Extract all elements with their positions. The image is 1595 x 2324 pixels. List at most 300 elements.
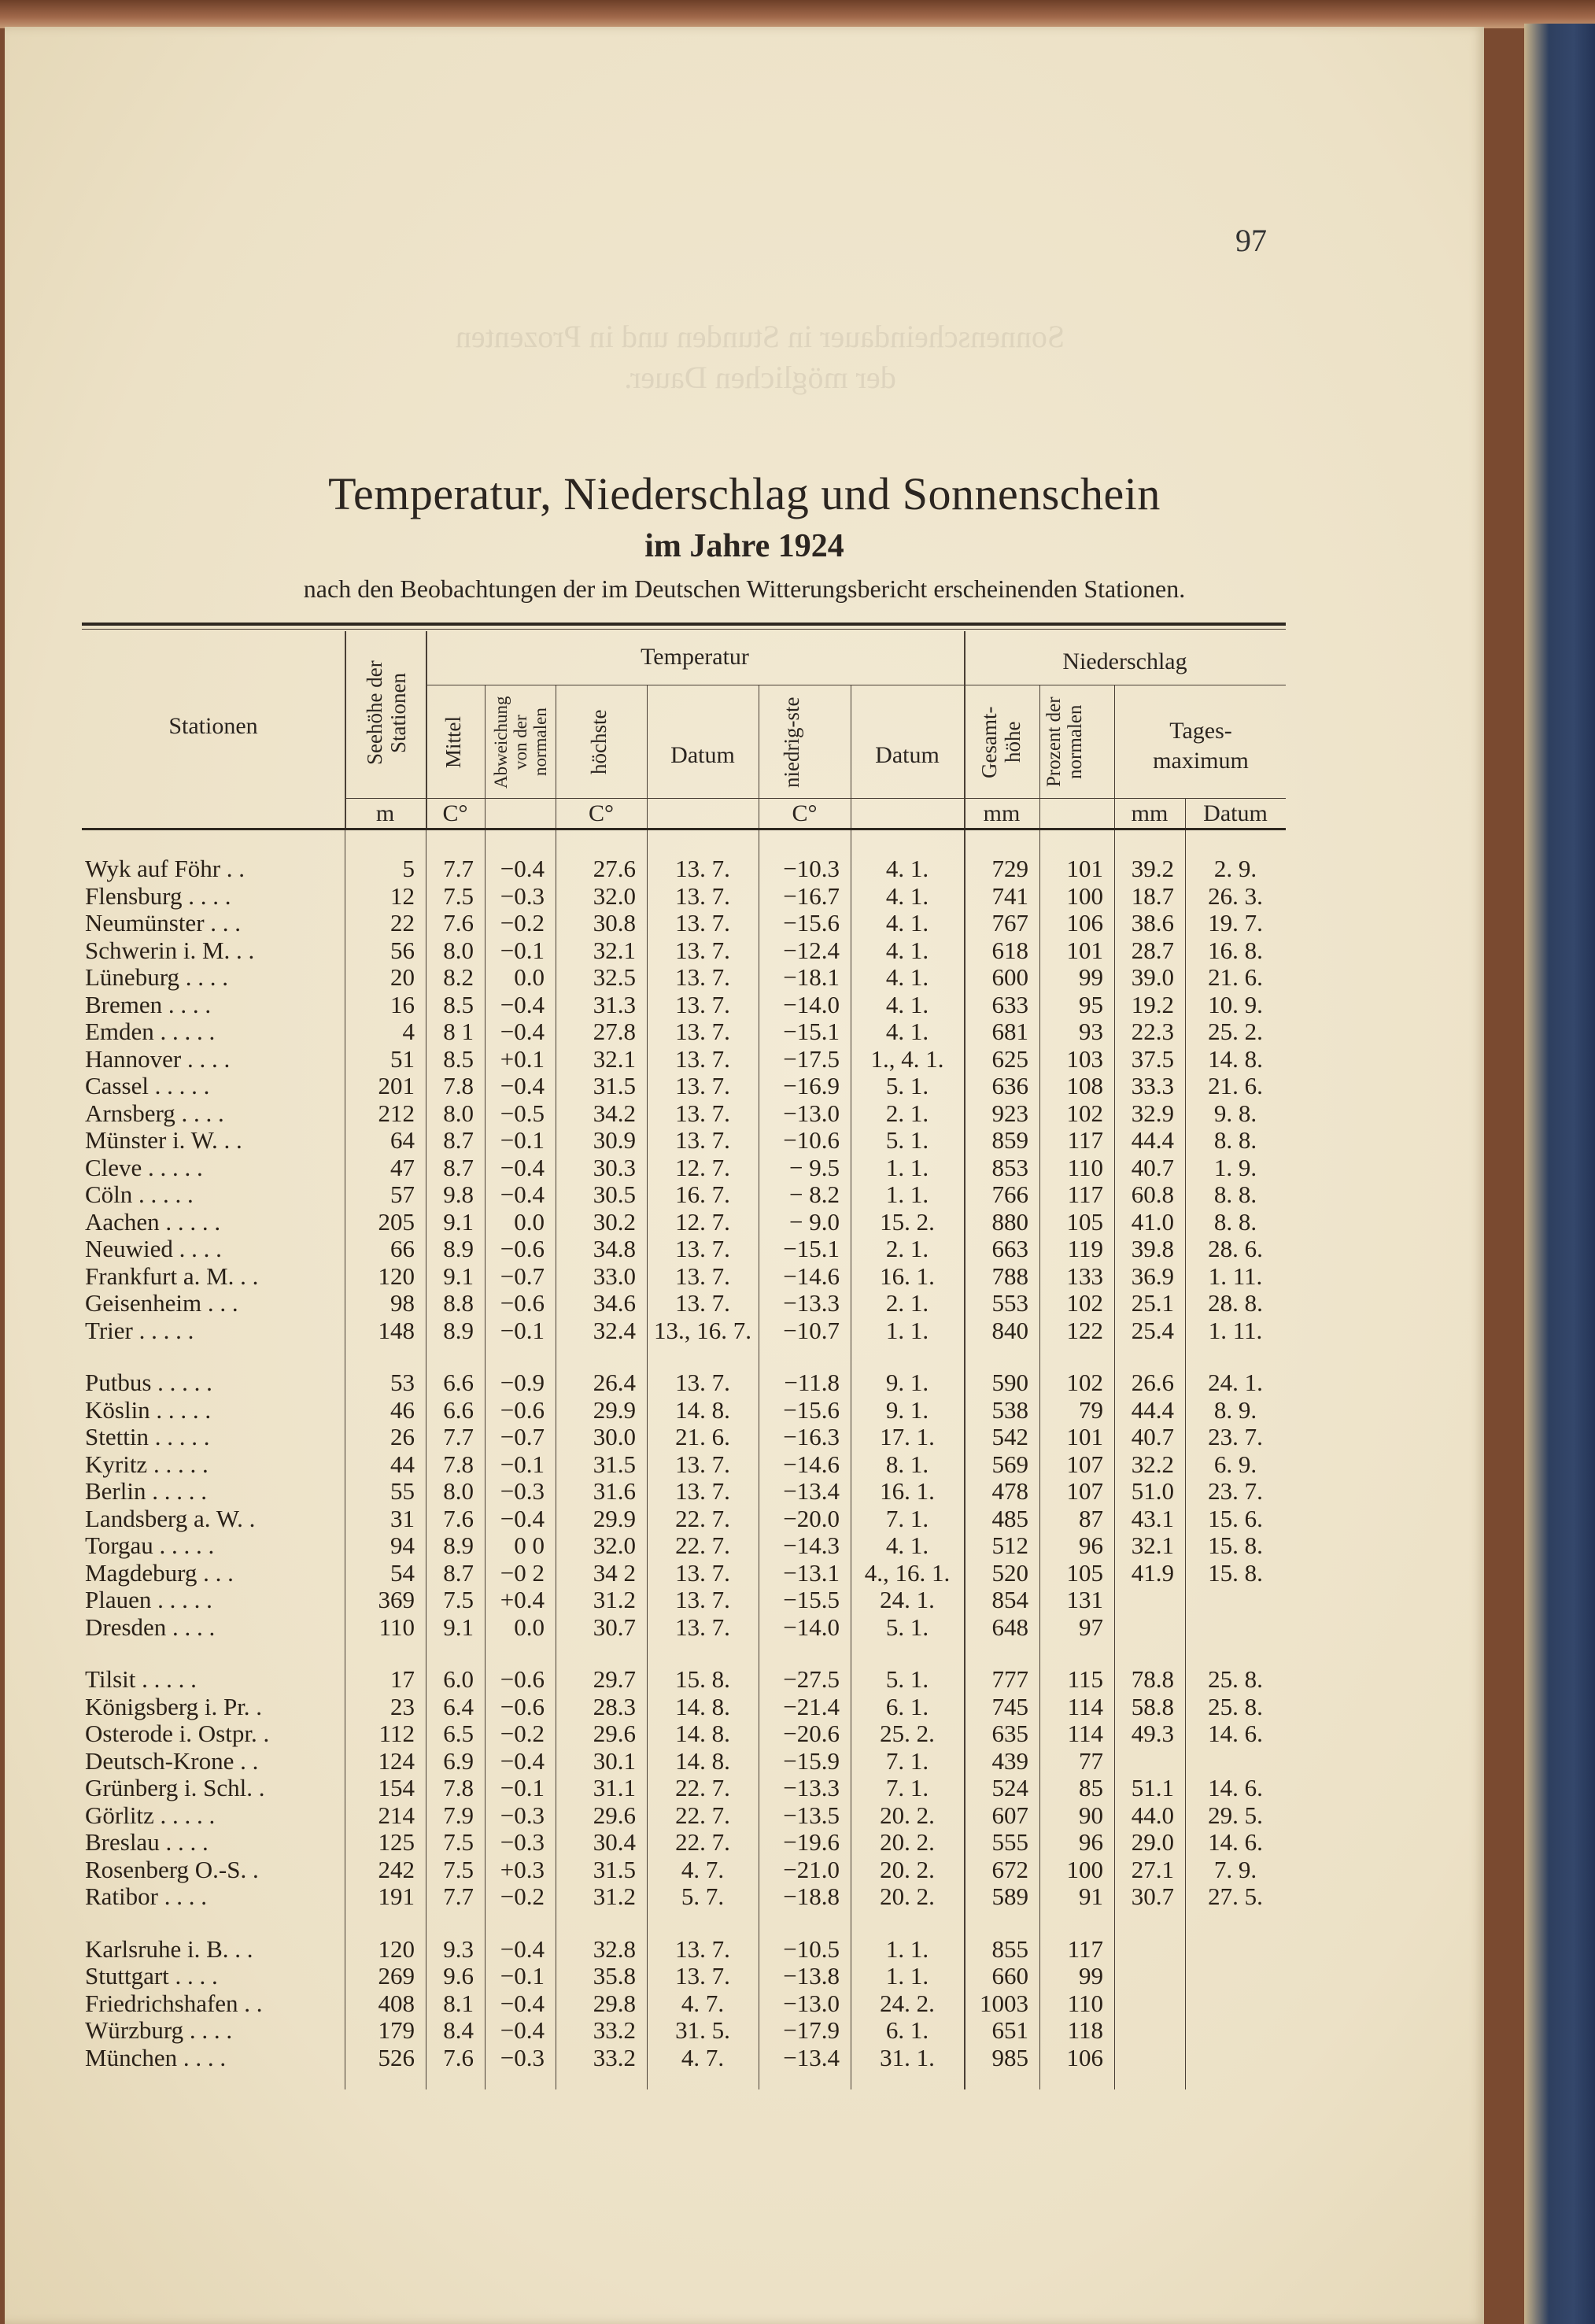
elevation: 55	[390, 1477, 415, 1506]
max-date: 5. 7.	[681, 1882, 725, 1911]
day-max-date: 25. 2.	[1208, 1018, 1263, 1046]
total-precip: 853	[991, 1153, 1028, 1181]
table-row	[82, 1263, 1286, 1291]
max-temp: 27.8	[593, 1018, 636, 1046]
page-title: Temperatur, Niederschlag und Sonnenschein	[328, 468, 1161, 519]
max-date: 13. 7.	[675, 855, 730, 883]
table-row	[82, 1127, 1286, 1155]
deviation: −0.3	[500, 1801, 545, 1829]
max-temp: 31.1	[593, 1774, 636, 1802]
station-name: Landsberg a. W. .	[85, 1504, 256, 1532]
header-abweichung: Abweichung von der normalen	[491, 696, 550, 789]
deviation: −0.4	[500, 1746, 545, 1775]
max-date: 13. 7.	[675, 1072, 730, 1100]
mean-temp: 8.2	[443, 963, 474, 992]
table-row	[82, 1317, 1286, 1345]
min-date: 2. 1.	[885, 1099, 929, 1127]
day-max-date: 8. 8.	[1213, 1207, 1257, 1236]
mean-temp: 9.8	[443, 1180, 474, 1209]
total-precip: 635	[991, 1720, 1028, 1748]
max-temp: 30.4	[593, 1828, 636, 1857]
day-max-mm: 27.1	[1131, 1855, 1174, 1883]
deviation: −0.1	[500, 1962, 545, 1990]
total-precip: 651	[991, 2016, 1028, 2045]
table-row	[82, 992, 1286, 1019]
max-date: 12. 7.	[675, 1207, 730, 1236]
precip-percent: 77	[1079, 1746, 1103, 1775]
mean-temp: 7.5	[443, 1828, 474, 1857]
max-temp: 30.9	[593, 1126, 636, 1155]
min-date: 16. 1.	[880, 1262, 935, 1290]
station-name: Flensburg . . . .	[85, 881, 231, 910]
day-max-date: 14. 6.	[1208, 1774, 1263, 1802]
day-max-date: 23. 7.	[1208, 1423, 1263, 1451]
max-date: 13. 7.	[675, 1934, 730, 1963]
max-temp: 28.3	[593, 1692, 636, 1720]
day-max-date: 6. 9.	[1213, 1450, 1257, 1478]
day-max-date: 1. 11.	[1208, 1262, 1263, 1290]
elevation: 269	[378, 1962, 415, 1990]
precip-percent: 106	[1066, 909, 1103, 937]
mean-temp: 7.5	[443, 1586, 474, 1614]
min-date: 9. 1.	[885, 1395, 929, 1424]
deviation: −0.7	[500, 1262, 545, 1290]
max-temp: 35.8	[593, 1962, 636, 1990]
max-temp: 32.1	[593, 1044, 636, 1073]
day-max-mm: 39.2	[1131, 855, 1174, 883]
min-temp: −19.6	[783, 1828, 840, 1857]
day-max-date: 14. 8.	[1208, 1044, 1263, 1073]
max-temp: 34.6	[593, 1289, 636, 1317]
max-temp: 34.2	[593, 1099, 636, 1127]
day-max-date: 1. 9.	[1213, 1153, 1257, 1181]
bleed-through-line: Sonnenscheindauer in Stunden und in Prozenten	[455, 319, 1065, 354]
min-temp: −15.6	[783, 1395, 840, 1424]
station-name: Tilsit . . . . .	[85, 1665, 197, 1694]
mean-temp: 8 1	[443, 1018, 474, 1046]
elevation: 125	[378, 1828, 415, 1857]
precip-percent: 122	[1066, 1316, 1103, 1344]
min-date: 4. 1.	[885, 855, 929, 883]
total-precip: 512	[991, 1531, 1028, 1560]
table-row	[82, 1532, 1286, 1560]
max-temp: 32.4	[593, 1316, 636, 1344]
day-max-mm: 41.9	[1131, 1558, 1174, 1587]
table-row	[82, 1560, 1286, 1587]
mean-temp: 7.5	[443, 881, 474, 910]
day-max-mm: 38.6	[1131, 909, 1174, 937]
max-date: 14. 8.	[675, 1720, 730, 1748]
station-name: Rosenberg O.-S. .	[85, 1855, 259, 1883]
total-precip: 672	[991, 1855, 1028, 1883]
elevation: 148	[378, 1316, 415, 1344]
mean-temp: 7.8	[443, 1072, 474, 1100]
min-temp: −14.0	[783, 1613, 840, 1641]
max-temp: 33.0	[593, 1262, 636, 1290]
max-date: 13. 7.	[675, 881, 730, 910]
total-precip: 767	[991, 909, 1028, 937]
precip-percent: 105	[1066, 1207, 1103, 1236]
total-precip: 485	[991, 1504, 1028, 1532]
max-temp: 30.3	[593, 1153, 636, 1181]
min-temp: −15.5	[783, 1586, 840, 1614]
mean-temp: 8.5	[443, 990, 474, 1018]
max-temp: 32.1	[593, 936, 636, 964]
table-top-rule-thin	[82, 629, 1286, 630]
day-max-date	[1185, 1936, 1286, 1964]
station-name: Karlsruhe i. B. . .	[85, 1934, 253, 1963]
day-max-date: 8. 9.	[1213, 1395, 1257, 1424]
precip-percent: 107	[1066, 1450, 1103, 1478]
mean-temp: 8.0	[443, 1477, 474, 1506]
max-temp: 31.2	[593, 1882, 636, 1911]
max-date: 21. 6.	[675, 1423, 730, 1451]
deviation: 0.0	[514, 963, 545, 992]
table-row	[82, 1829, 1286, 1857]
precip-percent: 117	[1067, 1126, 1103, 1155]
mean-temp: 7.7	[443, 1882, 474, 1911]
deviation: −0.4	[500, 1072, 545, 1100]
header-prozent: Prozent der normalen	[1043, 696, 1086, 788]
table-row	[82, 1155, 1286, 1182]
day-max-mm: 49.3	[1131, 1720, 1174, 1748]
table-row	[82, 1748, 1286, 1775]
elevation: 51	[390, 1044, 415, 1073]
day-max-mm: 58.8	[1131, 1692, 1174, 1720]
header-niedrigste: niedrig-ste	[780, 696, 803, 788]
total-precip: 648	[991, 1613, 1028, 1641]
max-temp: 33.2	[593, 2043, 636, 2071]
min-date: 20. 2.	[880, 1855, 935, 1883]
deviation: −0.4	[500, 1504, 545, 1532]
precip-percent: 103	[1066, 1044, 1103, 1073]
day-max-mm	[1114, 1936, 1185, 1964]
precip-percent: 102	[1066, 1099, 1103, 1127]
station-name: Stuttgart . . . .	[85, 1962, 218, 1990]
table-row	[82, 2045, 1286, 2072]
min-temp: −13.1	[783, 1558, 840, 1587]
station-name: Cöln . . . . .	[85, 1180, 194, 1209]
total-precip: 618	[991, 936, 1028, 964]
day-max-mm: 40.7	[1131, 1153, 1174, 1181]
mean-temp: 8.7	[443, 1126, 474, 1155]
mean-temp: 8.9	[443, 1235, 474, 1263]
station-name: Putbus . . . . .	[85, 1369, 212, 1397]
station-name: Geisenheim . . .	[85, 1289, 238, 1317]
station-name: Stettin . . . . .	[85, 1423, 210, 1451]
day-max-mm: 39.0	[1131, 963, 1174, 992]
deviation: −0.2	[500, 1720, 545, 1748]
table-row	[82, 1936, 1286, 1964]
climate-table	[82, 855, 1286, 2071]
group-spacer	[82, 1641, 1286, 1666]
deviation: −0.4	[500, 2016, 545, 2045]
day-max-date: 14. 6.	[1208, 1828, 1263, 1857]
min-temp: −13.3	[783, 1774, 840, 1802]
deviation: −0.6	[500, 1692, 545, 1720]
max-temp: 29.9	[593, 1504, 636, 1532]
table-row	[82, 1802, 1286, 1830]
total-precip: 859	[991, 1126, 1028, 1155]
precip-percent: 100	[1066, 1855, 1103, 1883]
deviation: −0.9	[500, 1369, 545, 1397]
total-precip: 569	[991, 1450, 1028, 1478]
table-row	[82, 1587, 1286, 1614]
min-date: 20. 2.	[880, 1828, 935, 1857]
min-date: 9. 1.	[885, 1369, 929, 1397]
table-row	[82, 1100, 1286, 1128]
deviation: −0.6	[500, 1289, 545, 1317]
elevation: 98	[390, 1289, 415, 1317]
min-temp: −16.9	[783, 1072, 840, 1100]
min-temp: −10.6	[783, 1126, 840, 1155]
climate-table-body	[82, 855, 1286, 2071]
min-temp: −14.3	[783, 1531, 840, 1560]
day-max-mm: 28.7	[1131, 936, 1174, 964]
max-date: 22. 7.	[675, 1828, 730, 1857]
day-max-mm: 25.1	[1131, 1289, 1174, 1317]
elevation: 205	[378, 1207, 415, 1236]
elevation: 110	[378, 1613, 415, 1641]
deviation: −0.4	[500, 1153, 545, 1181]
table-row	[82, 1990, 1286, 2018]
min-date: 7. 1.	[885, 1746, 929, 1775]
day-max-mm	[1114, 1614, 1185, 1642]
elevation: 5	[402, 855, 415, 883]
station-name: Friedrichshafen . .	[85, 1989, 263, 2017]
max-temp: 33.2	[593, 2016, 636, 2045]
min-temp: − 9.0	[789, 1207, 840, 1236]
deviation: −0.1	[500, 1774, 545, 1802]
deviation: +0.1	[500, 1044, 545, 1073]
precip-percent: 110	[1067, 1989, 1103, 2017]
group-spacer	[82, 1344, 1286, 1369]
day-max-mm: 29.0	[1131, 1828, 1174, 1857]
day-max-mm: 37.5	[1131, 1044, 1174, 1073]
deviation: −0.4	[500, 1934, 545, 1963]
min-date: 1. 1.	[885, 1180, 929, 1209]
header-niedrigste-unit: C°	[792, 800, 818, 826]
max-date: 13. 7.	[675, 1235, 730, 1263]
station-name: Emden . . . . .	[85, 1018, 216, 1046]
min-temp: −18.1	[783, 963, 840, 992]
min-temp: −16.3	[783, 1423, 840, 1451]
deviation: −0.1	[500, 1450, 545, 1478]
day-max-date: 15. 6.	[1208, 1504, 1263, 1532]
page-subtitle: nach den Beobachtungen der im Deutschen Witterungsbericht erscheinenden Stationen.	[303, 575, 1186, 603]
max-temp: 31.6	[593, 1477, 636, 1506]
max-date: 13. 7.	[675, 1126, 730, 1155]
day-max-date	[1185, 1963, 1286, 1990]
elevation: 94	[390, 1531, 415, 1560]
bleed-through-text	[209, 316, 1311, 398]
elevation: 20	[390, 963, 415, 992]
elevation: 154	[378, 1774, 415, 1802]
precip-percent: 97	[1079, 1613, 1103, 1641]
max-date: 22. 7.	[675, 1531, 730, 1560]
day-max-date: 26. 3.	[1208, 881, 1263, 910]
mean-temp: 7.6	[443, 1504, 474, 1532]
min-date: 5. 1.	[885, 1613, 929, 1641]
deviation: −0.6	[500, 1665, 545, 1694]
day-max-mm: 44.4	[1131, 1395, 1174, 1424]
header-niederschlag: Niederschlag	[1062, 648, 1187, 674]
day-max-mm: 43.1	[1131, 1504, 1174, 1532]
table-row	[82, 1963, 1286, 1990]
day-max-mm: 51.1	[1131, 1774, 1174, 1802]
total-precip: 607	[991, 1801, 1028, 1829]
max-date: 13. 7.	[675, 1558, 730, 1587]
station-name: Arnsberg . . . .	[85, 1099, 224, 1127]
min-date: 20. 2.	[880, 1882, 935, 1911]
max-date: 4. 7.	[681, 1989, 725, 2017]
station-name: Münster i. W. . .	[85, 1126, 242, 1155]
max-temp: 31.2	[593, 1586, 636, 1614]
day-max-mm: 32.9	[1131, 1099, 1174, 1127]
table-row	[82, 1857, 1286, 1884]
elevation: 44	[390, 1450, 415, 1478]
station-name: Torgau . . . . .	[85, 1531, 215, 1560]
total-precip: 478	[991, 1477, 1028, 1506]
mean-temp: 8.7	[443, 1153, 474, 1181]
elevation: 16	[390, 990, 415, 1018]
mean-temp: 6.9	[443, 1746, 474, 1775]
total-precip: 524	[991, 1774, 1028, 1802]
elevation: 214	[378, 1801, 415, 1829]
deviation: −0.4	[500, 1989, 545, 2017]
min-date: 4. 1.	[885, 881, 929, 910]
elevation: 31	[390, 1504, 415, 1532]
min-temp: −18.8	[783, 1882, 840, 1911]
total-precip: 625	[991, 1044, 1028, 1073]
station-name: Neuwied . . . .	[85, 1235, 222, 1263]
max-date: 22. 7.	[675, 1774, 730, 1802]
max-temp: 29.9	[593, 1395, 636, 1424]
table-row	[82, 1369, 1286, 1397]
max-date: 22. 7.	[675, 1504, 730, 1532]
min-date: 25. 2.	[880, 1720, 935, 1748]
min-temp: −15.1	[783, 1235, 840, 1263]
min-date: 8. 1.	[885, 1450, 929, 1478]
total-precip: 777	[991, 1665, 1028, 1694]
deviation: 0.0	[514, 1613, 545, 1641]
table-row	[82, 855, 1286, 883]
header-hoechste-unit: C°	[588, 800, 614, 826]
col-divider	[1039, 685, 1040, 828]
station-name: Plauen . . . . .	[85, 1586, 212, 1614]
table-row	[82, 1478, 1286, 1506]
deviation: −0.1	[500, 1316, 545, 1344]
mean-temp: 6.4	[443, 1692, 474, 1720]
day-max-date: 15. 8.	[1208, 1558, 1263, 1587]
total-precip: 788	[991, 1262, 1028, 1290]
min-date: 17. 1.	[880, 1423, 935, 1451]
day-max-mm: 33.3	[1131, 1072, 1174, 1100]
precip-percent: 117	[1067, 1934, 1103, 1963]
max-temp: 29.8	[593, 1989, 636, 2017]
day-max-date: 28. 6.	[1208, 1235, 1263, 1263]
group-spacer-cell	[82, 1911, 1286, 1936]
max-date: 13. 7.	[675, 1450, 730, 1478]
day-max-date: 16. 8.	[1208, 936, 1263, 964]
total-precip: 745	[991, 1692, 1028, 1720]
max-date: 4. 7.	[681, 2043, 725, 2071]
total-precip: 589	[991, 1882, 1028, 1911]
deviation: −0.6	[500, 1235, 545, 1263]
min-temp: −13.0	[783, 1989, 840, 2017]
table-row	[82, 1209, 1286, 1236]
day-max-date: 28. 8.	[1208, 1289, 1263, 1317]
day-max-date: 9. 8.	[1213, 1099, 1257, 1127]
max-date: 13. 7.	[675, 1099, 730, 1127]
mean-temp: 9.1	[443, 1262, 474, 1290]
max-date: 31. 5.	[675, 2016, 730, 2045]
total-precip: 880	[991, 1207, 1028, 1236]
day-max-date	[1185, 2045, 1286, 2072]
min-temp: − 9.5	[789, 1153, 840, 1181]
header-gesamthoehe-unit: mm	[983, 800, 1021, 826]
day-max-date: 15. 8.	[1208, 1531, 1263, 1560]
deviation: −0.3	[500, 1828, 545, 1857]
day-max-date: 21. 6.	[1208, 1072, 1263, 1100]
elevation: 57	[390, 1180, 415, 1209]
min-date: 5. 1.	[885, 1072, 929, 1100]
station-name: Schwerin i. M. . .	[85, 936, 255, 964]
max-temp: 32.8	[593, 1934, 636, 1963]
max-temp: 29.7	[593, 1665, 636, 1694]
min-temp: −20.0	[783, 1504, 840, 1532]
deviation: −0.1	[500, 936, 545, 964]
station-name: Magdeburg . . .	[85, 1558, 234, 1587]
header-hoechste: höchste	[587, 709, 611, 775]
elevation: 120	[378, 1934, 415, 1963]
day-max-mm: 51.0	[1131, 1477, 1174, 1506]
deviation: −0.4	[500, 990, 545, 1018]
day-max-date: 7. 9.	[1213, 1855, 1257, 1883]
station-name: Aachen . . . . .	[85, 1207, 221, 1236]
day-max-date: 25. 8.	[1208, 1665, 1263, 1694]
min-temp: −14.6	[783, 1262, 840, 1290]
min-temp: −10.3	[783, 855, 840, 883]
elevation: 212	[378, 1099, 415, 1127]
max-date: 13. 7.	[675, 1962, 730, 1990]
station-name: Frankfurt a. M. . .	[85, 1262, 259, 1290]
max-date: 22. 7.	[675, 1801, 730, 1829]
elevation: 54	[390, 1558, 415, 1587]
precip-percent: 95	[1079, 990, 1103, 1018]
precip-percent: 101	[1066, 936, 1103, 964]
station-name: Cassel . . . . .	[85, 1072, 210, 1100]
min-date: 1. 1.	[885, 1962, 929, 1990]
station-name: Neumünster . . .	[85, 909, 242, 937]
station-name: Wyk auf Föhr . .	[85, 855, 246, 883]
precip-percent: 101	[1066, 1423, 1103, 1451]
elevation: 120	[378, 1262, 415, 1290]
min-temp: −13.3	[783, 1289, 840, 1317]
total-precip: 553	[991, 1289, 1028, 1317]
min-temp: −10.5	[783, 1934, 840, 1963]
max-temp: 34.8	[593, 1235, 636, 1263]
day-max-date: 2. 9.	[1213, 855, 1257, 883]
max-date: 13. 7.	[675, 1044, 730, 1073]
day-max-mm: 32.2	[1131, 1450, 1174, 1478]
table-row	[82, 1424, 1286, 1451]
min-temp: −15.6	[783, 909, 840, 937]
mean-temp: 7.6	[443, 909, 474, 937]
precip-percent: 79	[1079, 1395, 1103, 1424]
station-name: Görlitz . . . . .	[85, 1801, 216, 1829]
day-max-mm	[1114, 1963, 1185, 1990]
